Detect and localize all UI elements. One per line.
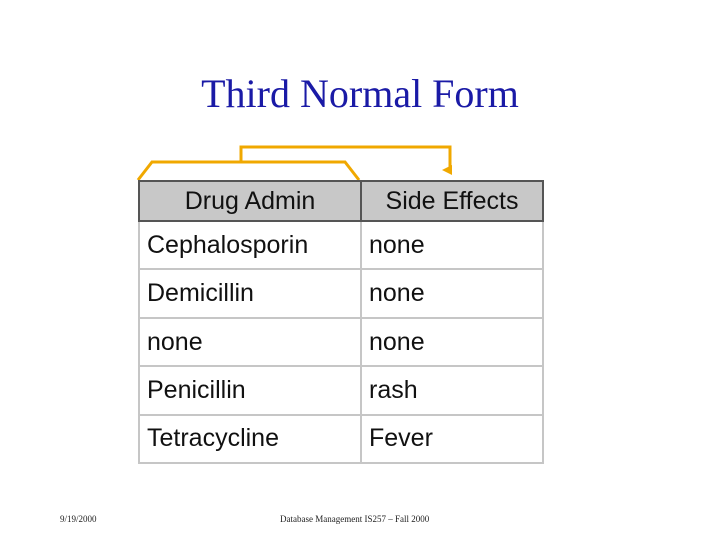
header-side-effects: Side Effects [361,181,543,221]
footer-date: 9/19/2000 [60,514,97,524]
cell-drug: Demicillin [139,269,361,317]
slide-title: Third Normal Form [201,71,519,116]
cell-drug: Penicillin [139,366,361,414]
cell-drug: Tetracycline [139,415,361,463]
table-row [139,318,543,366]
cell-drug: none [139,318,361,366]
table-row [139,415,543,463]
cell-side-effect: none [361,318,543,366]
table-header-row [139,181,543,221]
footer-course: Database Management IS257 – Fall 2000 [280,514,430,524]
table-row [139,221,543,269]
bracket-line [138,162,359,180]
cell-side-effect: rash [361,366,543,414]
cell-side-effect: none [361,269,543,317]
drug-table [138,180,544,464]
header-drug-admin: Drug Admin [139,181,361,221]
arrow-line [241,147,450,170]
table-row [139,366,543,414]
cell-drug: Cephalosporin [139,221,361,269]
cell-side-effect: none [361,221,543,269]
cell-side-effect: Fever [361,415,543,463]
table-row [139,269,543,317]
